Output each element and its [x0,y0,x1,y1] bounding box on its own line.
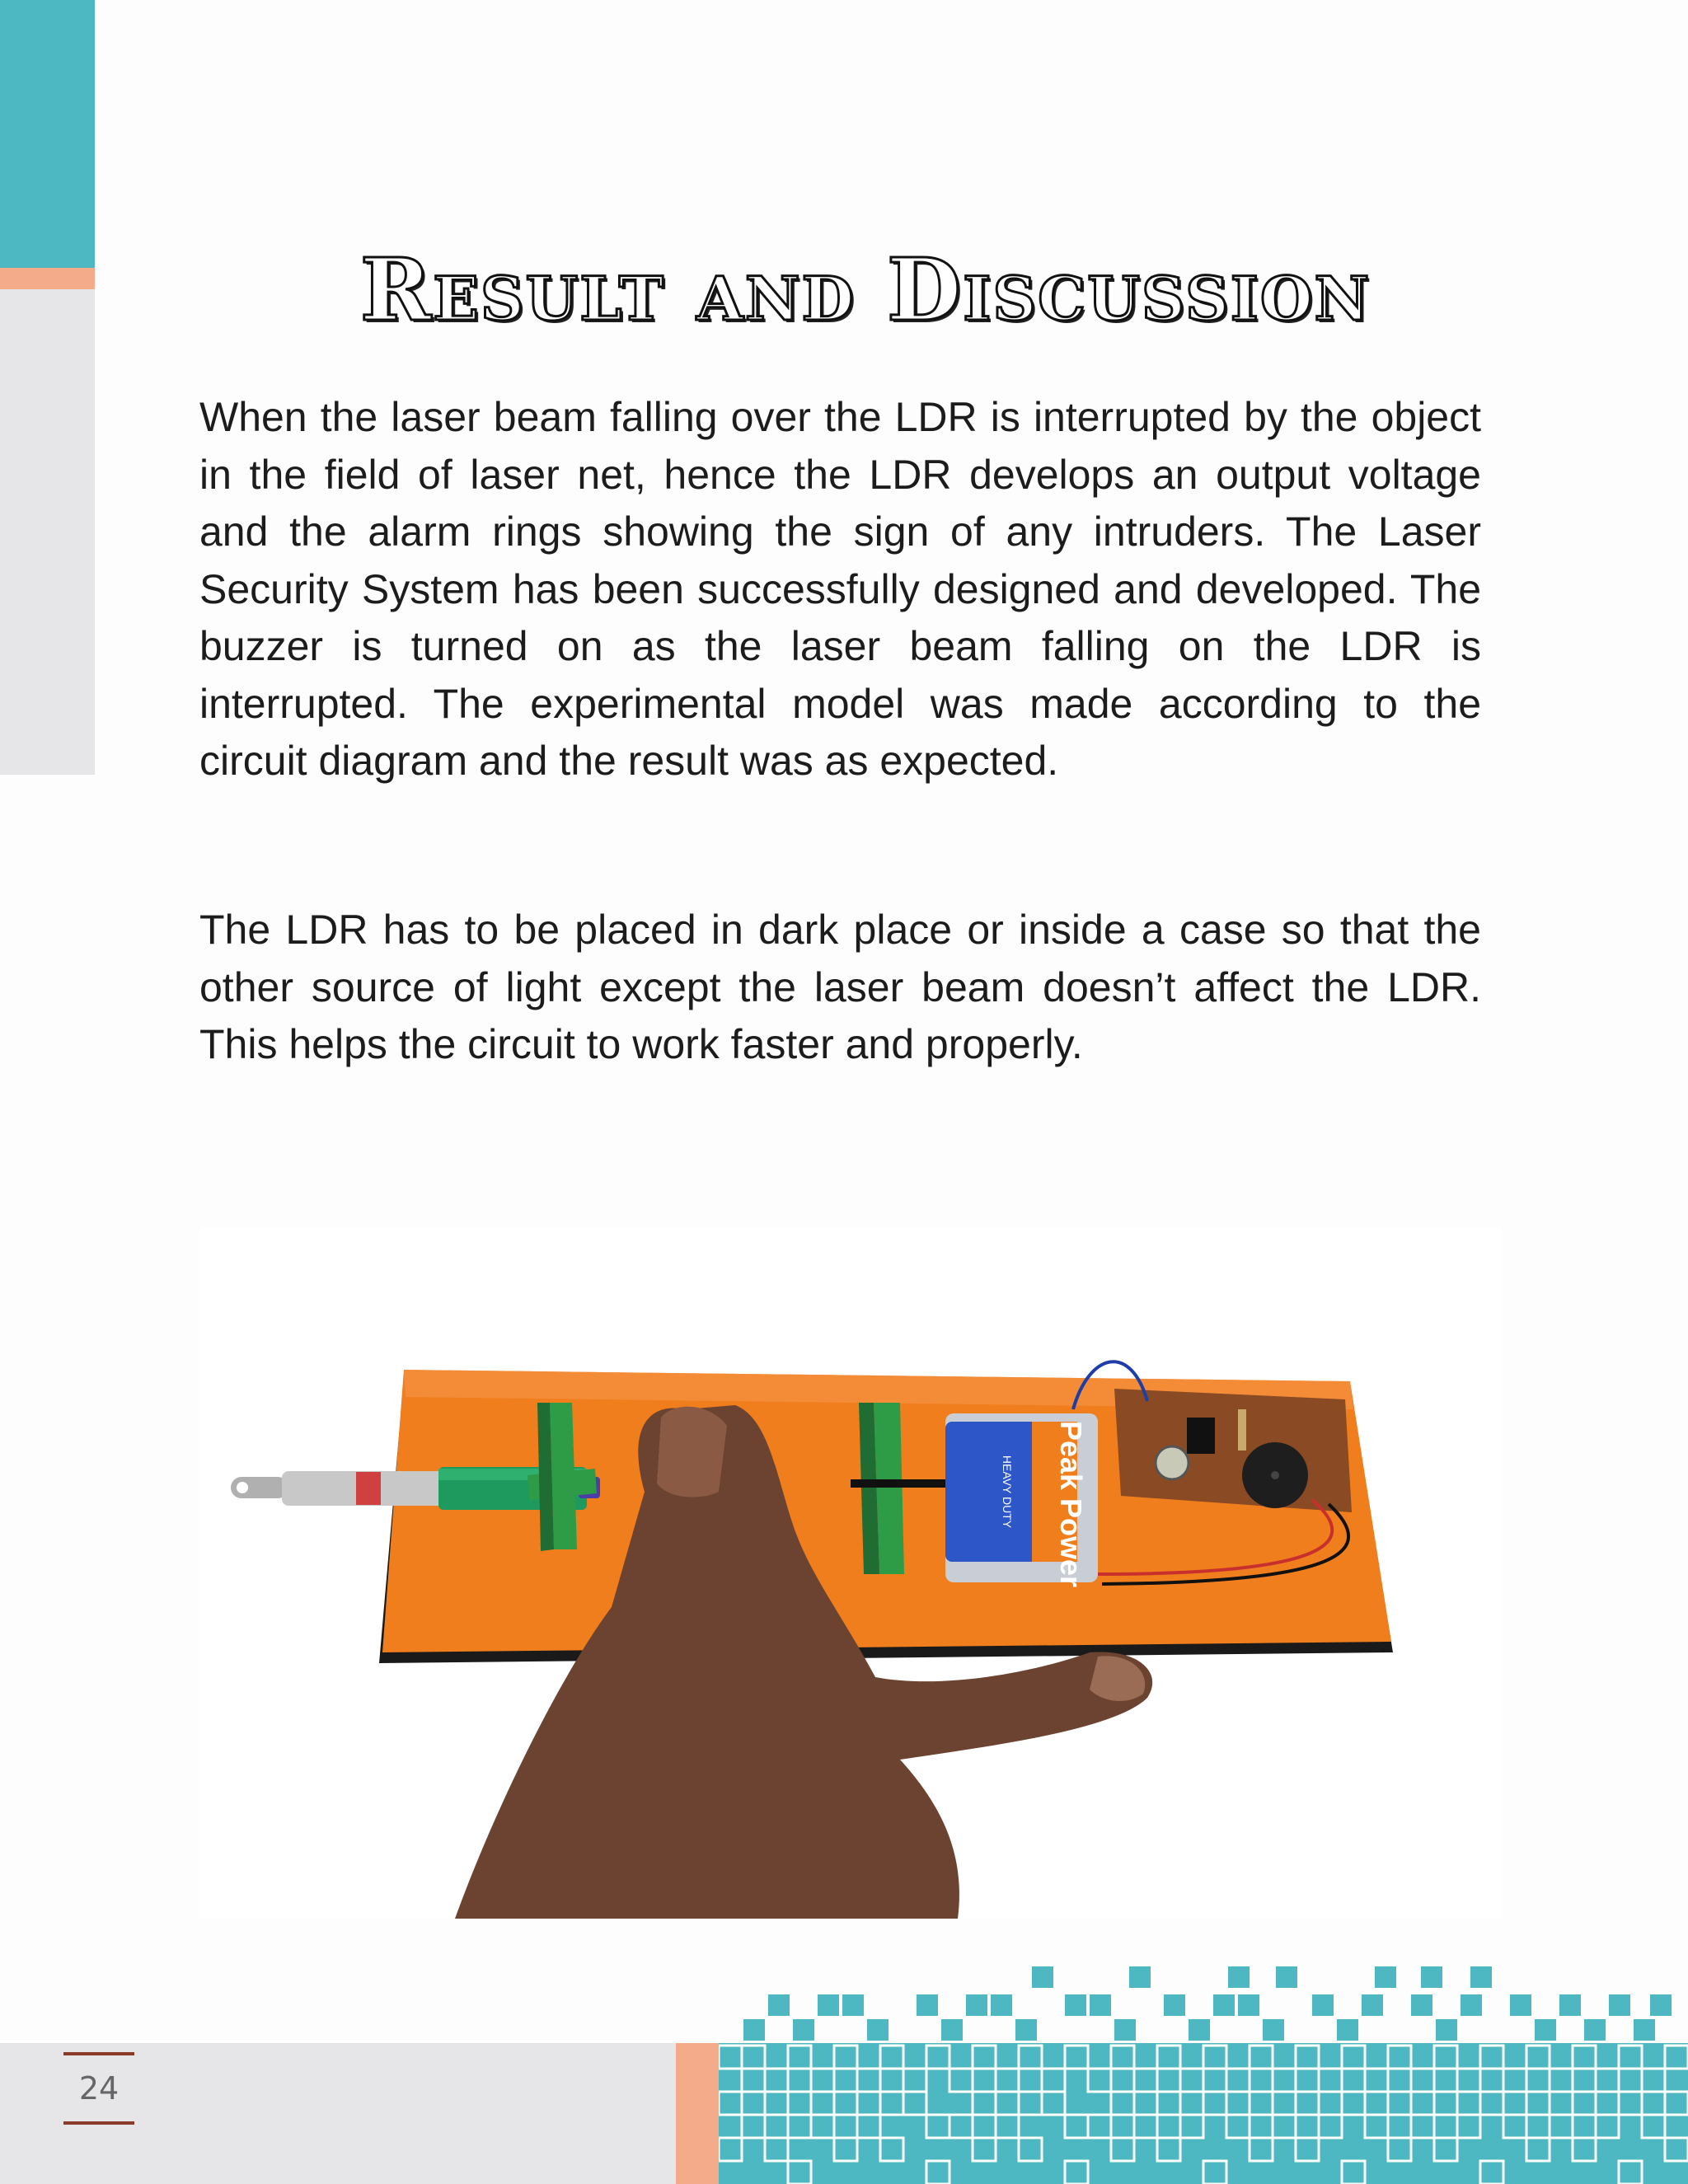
left-gray-accent-bar [0,289,95,775]
left-teal-accent-bar [0,0,95,268]
body-paragraph-1: When the laser beam falling over the LDR is interrupted by the object in the field of laser net, hence the LDR develops an output voltage and the alarm rings showing the sign of any intruders. The Laser Security System has been successfully designed and developed. The buzzer is turned on as the laser beam falling on the LDR is interrupted. The experimental model was made according to the circuit diagram and the result was as expected. [199,394,1481,784]
circuit-pcb [1114,1389,1352,1512]
left-salmon-accent-bar [0,268,95,289]
battery-brand-label: Peak Power [1054,1420,1088,1588]
page-number-box [63,2052,134,2125]
footer-pixel-pattern [719,1961,1688,2184]
footer-salmon-band [676,2043,719,2184]
photo-illustration [199,1228,1502,1919]
battery-type-label: HEAVY DUTY [1001,1455,1014,1529]
battery-9v [945,1413,1098,1587]
page-number: 24 [78,2070,120,2107]
page-title: Result and Discussion [359,239,1372,340]
laser-security-model-photo [199,1228,1502,1919]
body-paragraph-2: The LDR has to be placed in dark place or inside a case so that the other source of light except the laser beam doesn’t affect the LDR. This helps the circuit to work faster and properly. [199,907,1481,1067]
